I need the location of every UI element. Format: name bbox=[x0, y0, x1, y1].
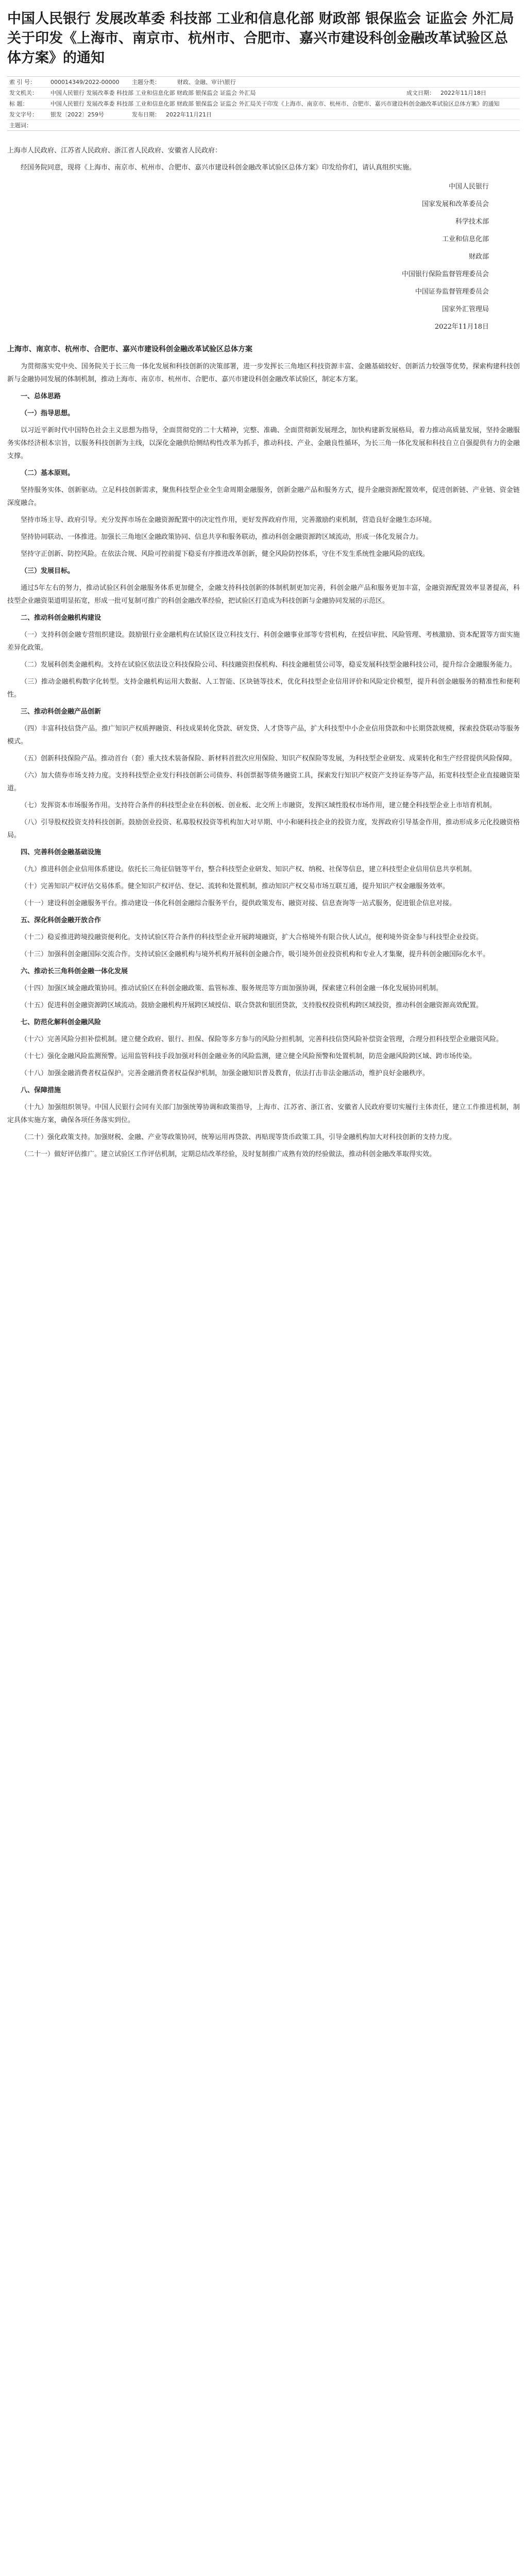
paragraph: （十三）加强科创金融国际交流合作。支持试验区金融机构与境外机构开展科创金融合作，吸引境外创业投资机构和专业人才集聚，提升科创金融国际化水平。 bbox=[21, 951, 490, 958]
category-value: 财政、金融、审计\银行 bbox=[177, 79, 236, 86]
document-metadata-table bbox=[7, 76, 520, 131]
paragraph: 为贯彻落实党中央、国务院关于长三角一体化发展和科技创新的决策部署，进一步发挥长三角地区科技资源丰富、金融基础较好、创新活力较强等优势，探索构建科技创新与金融协同发展的体制机制，推动上海市、南京市、杭州市、合肥市、嘉兴市建设科创金融改革试验区，制定本方案。 bbox=[7, 363, 520, 383]
date-value: 2022年11月18日 bbox=[440, 90, 486, 96]
section-heading: 五、深化科创金融开放合作 bbox=[21, 917, 101, 924]
paragraph: （四）丰富科技信贷产品。推广知识产权质押融资、科技成果转化贷款、研发贷、人才贷等产品，扩大科技型中小企业信用贷款和中长期贷款规模，探索投贷联动等服务模式。 bbox=[7, 725, 520, 745]
paragraph: （十二）稳妥推进跨境投融资便利化。支持试验区符合条件的科技型企业开展跨境融资，扩大合格境外有限合伙人试点，便利境外资金参与科技型企业投资。 bbox=[21, 934, 483, 941]
paragraph: （十）完善知识产权评估交易体系。健全知识产权评估、登记、流转和处置机制，推动知识产权交易市场互联互通，提升知识产权金融服务效率。 bbox=[21, 883, 450, 890]
name-value: 中国人民银行 发展改革委 科技部 工业和信息化部 财政部 银保监会 证监会 外汇局关于印发《上海市、南京市、杭州市、合肥市、嘉兴市建设科创金融改革试验区总体方案》的通知 bbox=[50, 100, 500, 107]
paragraph: （十一）建设科创金融服务平台。推动建设一体化科创金融综合服务平台，提供政策发布、融资对接、信息查询等一站式服务，促进银企信息对接。 bbox=[21, 900, 456, 907]
docno-label: 发文字号： bbox=[9, 111, 38, 118]
paragraph: 坚持市场主导、政府引导。充分发挥市场在金融资源配置中的决定性作用，更好发挥政府作用，完善激励约束机制，营造良好金融生态环境。 bbox=[21, 516, 436, 524]
pubdate-value: 2022年11月21日 bbox=[166, 111, 212, 118]
issuer-label: 发文机关： bbox=[9, 90, 38, 96]
page-title: 中国人民银行 发展改革委 科技部 工业和信息化部 财政部 银保监会 证监会 外汇局关于印发《上海市、南京市、杭州市、合肥市、嘉兴市建设科创金融改革试验区总体方案》的通知 bbox=[7, 11, 514, 66]
subsection-heading: （一）指导思想。 bbox=[21, 410, 75, 417]
paragraph: 坚持服务实体、创新驱动。立足科技创新需求，聚焦科技型企业全生命周期金融服务，创新金融产品和服务方式，提升金融资源配置效率，促进创新链、产业链、资金链深度融合。 bbox=[7, 486, 520, 507]
docno-value: 银发〔2022〕259号 bbox=[50, 111, 104, 118]
org-name: 中国证券监督管理委员会 bbox=[415, 288, 489, 296]
section-heading: 一、总体思路 bbox=[21, 393, 61, 400]
paragraph: 坚持守正创新、防控风险。在依法合规、风险可控前提下稳妥有序推进改革创新，健全风险防控体系，守住不发生系统性金融风险的底线。 bbox=[21, 550, 430, 558]
name-label: 标 题： bbox=[9, 100, 28, 107]
paragraph: （十四）加强区域金融政策协同。推动试验区在科创金融政策、监管标准、服务规范等方面加强协调，探索建立科创金融一体化发展协同机制。 bbox=[21, 985, 443, 992]
paragraph: （十九）加强组织领导。中国人民银行会同有关部门加强统筹协调和政策指导，上海市、江苏省、浙江省、安徽省人民政府要切实履行主体责任，建立工作推进机制，制定具体实施方案，确保各项任务落实到位。 bbox=[7, 1104, 520, 1124]
paragraph: （十八）加强金融消费者权益保护。完善金融消费者权益保护机制，加强金融知识普及教育，依法打击非法金融活动，维护良好金融秩序。 bbox=[21, 1070, 430, 1077]
paragraph: （十七）强化金融风险监测预警。运用监管科技手段加强对科创金融业务的风险监测，建立健全风险预警和处置机制，防范金融风险跨区域、跨市场传染。 bbox=[21, 1053, 477, 1060]
paragraph: 以习近平新时代中国特色社会主义思想为指导，全面贯彻党的二十大精神，完整、准确、全面贯彻新发展理念，加快构建新发展格局，着力推动高质量发展，坚持金融服务实体经济根本宗旨，以服务科技创新为主线，以深化金融供给侧结构性改革为抓手，推动科技、产业、金融良性循环，为长三角一体化发展和科技自立自强提供有力的金融支撑。 bbox=[7, 427, 520, 460]
date-label: 成文日期： bbox=[406, 90, 435, 96]
intro-paragraph: 经国务院同意，现将《上海市、南京市、杭州市、合肥市、嘉兴市建设科创金融改革试验区总体方案》印发给你们，请认真组织实施。 bbox=[21, 164, 416, 172]
paragraph: 坚持协同联动、一体推进。加强长三角地区金融政策协同、信息共享和服务联动，推动科创金融资源跨区域流动，形成一体化发展合力。 bbox=[21, 533, 423, 541]
metadata-row bbox=[7, 98, 520, 109]
org-name: 国家发展和改革委员会 bbox=[421, 200, 489, 208]
plan-title: 上海市、南京市、杭州市、合肥市、嘉兴市建设科创金融改革试验区总体方案 bbox=[7, 345, 252, 353]
paragraph: 通过5年左右的努力，推动试验区科创金融服务体系更加健全，金融支持科技创新的体制机制更加完善，科创金融产品和服务更加丰富，金融资源配置效率显著提高，科技型企业融资渠道明显拓宽，形成一批可复制可推广的科创金融改革经验，把试验区打造成为科技创新与金融协同发展的示范区。 bbox=[7, 584, 520, 605]
paragraph: （二）发展科创类金融机构。支持在试验区依法设立科技保险公司、科技融资担保机构、科技金融租赁公司等，稳妥发展科技型金融科技公司，提升综合金融服务能力。 bbox=[21, 661, 517, 669]
org-name: 国家外汇管理局 bbox=[441, 306, 489, 313]
document-body bbox=[7, 144, 520, 1161]
issuer-value: 中国人民银行 发展改革委 科技部 工业和信息化部 财政部 银保监会 证监会 外汇局 bbox=[50, 90, 256, 96]
paragraph: （十六）完善风险分担补偿机制。建立健全政府、银行、担保、保险等多方参与的风险分担机制，完善科技信贷风险补偿资金管理，合理分担科技型企业融资风险。 bbox=[21, 1036, 503, 1043]
metadata-row bbox=[7, 120, 520, 130]
section-heading: 七、防范化解科创金融风险 bbox=[21, 1019, 101, 1026]
org-name: 中国银行保险监督管理委员会 bbox=[401, 270, 489, 278]
salutation: 上海市人民政府、江苏省人民政府、浙江省人民政府、安徽省人民政府： bbox=[7, 147, 222, 155]
issuing-organizations bbox=[7, 178, 489, 336]
topic-value bbox=[48, 124, 520, 126]
subsection-heading: （三）发展目标。 bbox=[21, 567, 75, 575]
paragraph: （六）加大债券市场支持力度。支持科技型企业发行科技创新公司债券、科创票据等债务融资工具，探索发行知识产权资产支持证券等产品，拓宽科技型企业直接融资渠道。 bbox=[7, 772, 520, 792]
metadata-row bbox=[7, 109, 520, 120]
paragraph: （五）创新科技保险产品。推动首台（套）重大技术装备保险、新材料首批次应用保险、知识产权保险等发展，为科技型企业研发、成果转化和生产经营提供风险保障。 bbox=[21, 755, 517, 762]
metadata-row bbox=[7, 88, 520, 98]
pubdate-label: 发布日期： bbox=[132, 111, 160, 118]
category-label: 主题分类： bbox=[132, 79, 160, 86]
paragraph: （八）引导股权投资支持科技创新。鼓励创业投资、私募股权投资等机构加大对早期、中小和硬科技企业的投资力度，发挥政府引导基金作用，推动形成多元化投融资格局。 bbox=[7, 819, 520, 839]
topic-label: 主题词： bbox=[9, 122, 32, 129]
paragraph: （三）推动金融机构数字化转型。支持金融机构运用大数据、人工智能、区块链等技术，优化科技型企业信用评价和风险定价模型，提升科创金融服务的精准性和便利性。 bbox=[7, 678, 520, 699]
paragraph: （一）支持科创金融专营组织建设。鼓励银行业金融机构在试验区设立科技支行、科创金融事业部等专营机构，在授信审批、风险管理、考核激励、资本配置等方面实施差异化政策。 bbox=[7, 631, 520, 652]
org-name: 工业和信息化部 bbox=[441, 235, 489, 243]
section-heading: 四、完善科创金融基础设施 bbox=[21, 849, 101, 856]
org-name: 财政部 bbox=[468, 253, 489, 261]
paragraph: （二十一）做好评估推广。建立试验区工作评估机制，定期总结改革经验，及时复制推广成熟有效的经验做法，推动科创金融改革取得实效。 bbox=[21, 1150, 436, 1158]
index-value: 000014349/2022-00000 bbox=[50, 78, 120, 86]
org-name: 中国人民银行 bbox=[448, 183, 489, 191]
metadata-row bbox=[7, 77, 520, 88]
paragraph: （十五）促进科创金融资源跨区域流动。鼓励金融机构开展跨区域授信、联合贷款和银团贷款，支持股权投资机构跨区域投资，推动科创金融资源高效配置。 bbox=[21, 1002, 483, 1009]
section-heading: 二、推动科创金融机构建设 bbox=[21, 614, 101, 622]
issue-date: 2022年11月18日 bbox=[434, 323, 489, 331]
section-heading: 三、推动科创金融产品创新 bbox=[21, 708, 101, 716]
section-heading: 八、保障措施 bbox=[21, 1087, 61, 1094]
paragraph: （二十）强化政策支持。加强财税、金融、产业等政策协同，统筹运用再贷款、再贴现等货币政策工具，引导金融机构加大对科技创新的支持力度。 bbox=[21, 1133, 456, 1141]
index-label: 索 引 号： bbox=[9, 79, 36, 86]
paragraph: （七）发挥资本市场服务作用。支持符合条件的科技型企业在科创板、创业板、北交所上市融资，发挥区域性股权市场作用，建立健全科技型企业上市培育机制。 bbox=[21, 802, 497, 809]
org-name: 科学技术部 bbox=[455, 218, 489, 226]
subsection-heading: （二）基本原则。 bbox=[21, 469, 75, 477]
paragraph: （九）推进科创企业信用体系建设。依托长三角征信链等平台，整合科技型企业研发、知识产权、纳税、社保等信息，建立科技型企业信用信息共享机制。 bbox=[21, 866, 477, 873]
section-heading: 六、推动长三角科创金融一体化发展 bbox=[21, 968, 128, 975]
